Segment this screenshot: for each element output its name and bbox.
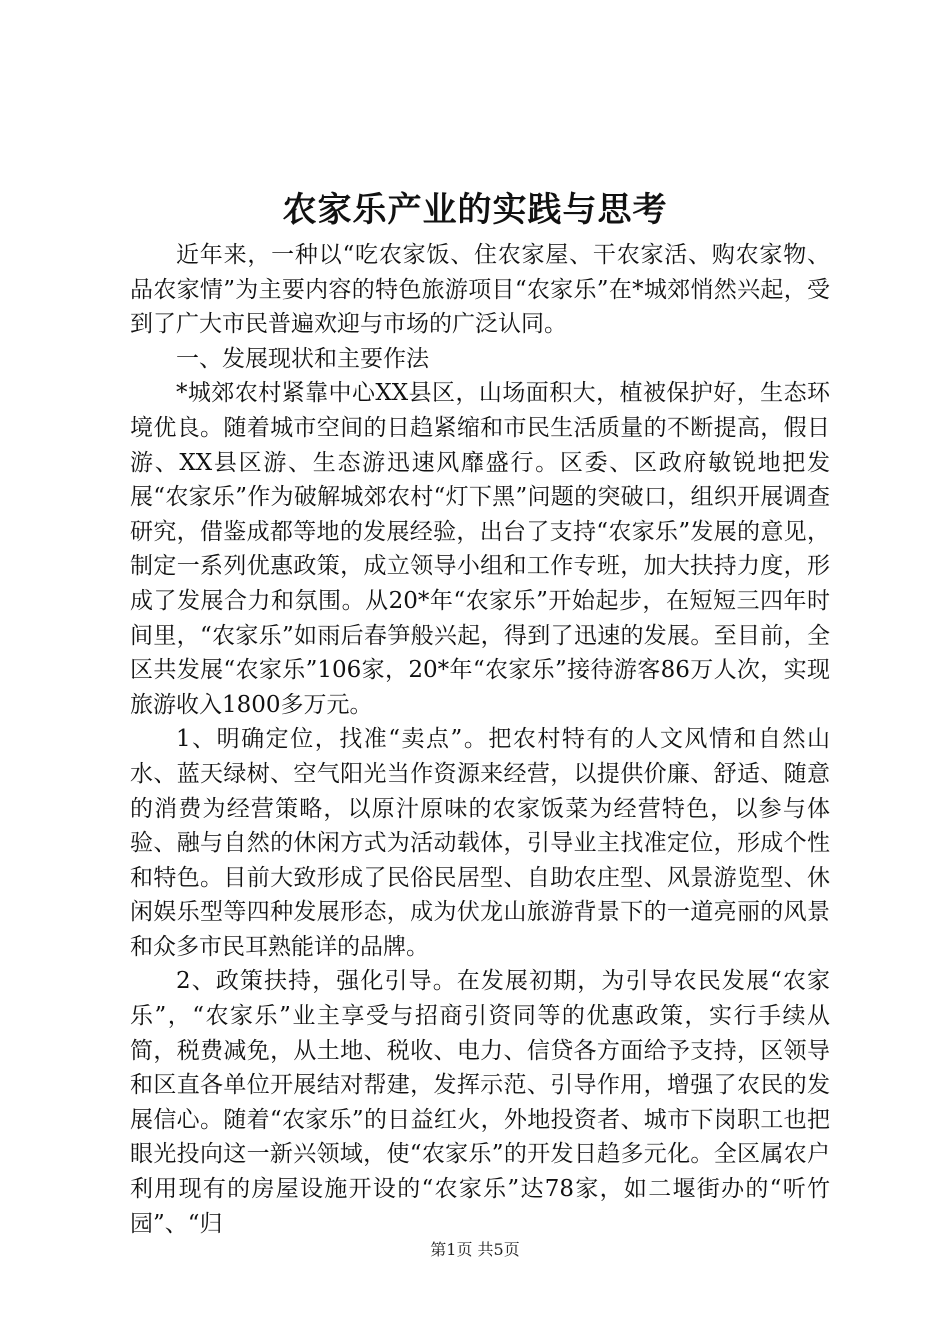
section-heading: 一、发展现状和主要作法	[176, 345, 429, 372]
document-body	[130, 238, 830, 1241]
paragraph-status: *城郊农村紧靠中心XX县区，山场面积大，植被保护好，生态环境优良。随着城市空间的日趋紧缩和市民生活质量的不断提高，假日游、XX县区游、生态游迅速风靡盛行。区委、区政府敏锐地把发展“农家乐”作为破解城郊农村“灯下黑”问题的突破口，组织开展调查研究，借鉴成都等地的发展经验，出台了支持“农家乐”发展的意见，制定一系列优惠政策，成立领导小组和工作专班，加大扶持力度，形成了发展合力和氛围。从20*年“农家乐”开始起步，在短短三四年时间里，“农家乐”如雨后春笋般兴起，得到了迅速的发展。至目前，全区共发展“农家乐”106家，20*年“农家乐”接待游客86万人次，实现旅游收入1800多万元。	[130, 380, 830, 718]
page-number-footer: 第1页 共5页	[430, 1240, 520, 1259]
paragraph-point-2: 2、政策扶持，强化引导。在发展初期，为引导农民发展“农家乐”，“农家乐”业主享受与招商引资同等的优惠政策，实行手续从简，税费减免，从土地、税收、电力、信贷各方面给予支持，区领导和区直各单位开展结对帮建，发挥示范、引导作用，增强了农民的发展信心。随着“农家乐”的日益红火，外地投资者、城市下岗职工也把眼光投向这一新兴领域，使“农家乐”的开发日趋多元化。全区属农户利用现有的房屋设施开设的“农家乐”达78家，如二堰街办的“听竹园”、“归	[130, 968, 830, 1237]
document-title: 农家乐产业的实践与思考	[282, 190, 668, 230]
paragraph-point-1: 1、明确定位，找准“卖点”。把农村特有的人文风情和自然山水、蓝天绿树、空气阳光当作资源来经营，以提供价廉、舒适、随意的消费为经营策略，以原汁原味的农家饭菜为经营特色，以参与体验、融与自然的休闲方式为活动载体，引导业主找准定位，形成个性和特色。目前大致形成了民俗民居型、自助农庄型、风景游览型、休闲娱乐型等四种发展形态，成为伏龙山旅游背景下的一道亮丽的风景和众多市民耳熟能详的品牌。	[130, 726, 830, 960]
paragraph-intro: 近年来，一种以“吃农家饭、住农家屋、干农家活、购农家物、品农家情”为主要内容的特色旅游项目“农家乐”在*城郊悄然兴起，受到了广大市民普遍欢迎与市场的广泛认同。	[130, 242, 830, 338]
